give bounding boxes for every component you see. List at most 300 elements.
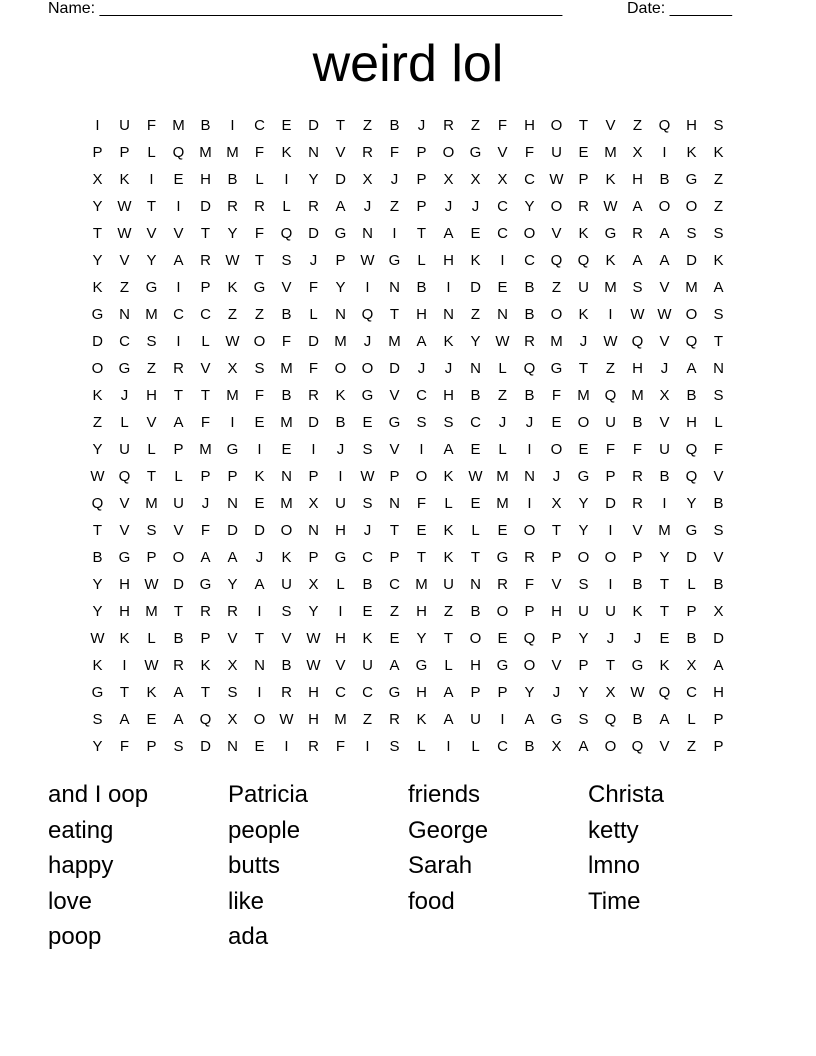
grid-letter: K xyxy=(119,171,130,188)
grid-letter: F xyxy=(497,117,508,134)
grid-letter: O xyxy=(253,333,266,350)
grid-letter: B xyxy=(200,117,211,134)
grid-letter: C xyxy=(254,117,265,134)
grid-letter: M xyxy=(388,333,401,350)
grid-letter: M xyxy=(172,117,185,134)
grid-letter: Q xyxy=(631,333,644,350)
grid-letter: B xyxy=(524,738,535,755)
grid-letter: B xyxy=(632,711,643,728)
grid-letter: I xyxy=(176,279,181,296)
grid-letter: J xyxy=(309,252,318,269)
grid-letter: H xyxy=(443,252,454,269)
grid-letter: Z xyxy=(551,279,562,296)
grid-letter: E xyxy=(362,603,373,620)
grid-letter: C xyxy=(362,549,373,566)
grid-letter: W xyxy=(657,306,672,323)
grid-letter: Q xyxy=(199,711,212,728)
grid-letter: D xyxy=(200,738,211,755)
grid-letter: N xyxy=(443,306,454,323)
grid-letter: Z xyxy=(389,603,400,620)
grid-letter: U xyxy=(605,603,616,620)
grid-letter: B xyxy=(281,657,292,674)
grid-letter: P xyxy=(200,630,211,647)
grid-letter: N xyxy=(470,360,481,377)
grid-letter: A xyxy=(335,198,346,215)
grid-letter: R xyxy=(443,117,454,134)
grid-letter: P xyxy=(551,549,562,566)
grid-letter: U xyxy=(605,414,616,431)
grid-letter: D xyxy=(254,522,265,539)
grid-letter: A xyxy=(443,441,454,458)
grid-letter: I xyxy=(608,306,613,323)
grid-letter: Y xyxy=(92,198,103,215)
grid-letter: V xyxy=(173,522,184,539)
grid-letter: B xyxy=(659,468,670,485)
grid-letter: B xyxy=(470,387,481,404)
name-field-label: Name: ____________________________________________________ xyxy=(48,0,563,17)
grid-letter: N xyxy=(308,522,319,539)
grid-letter: I xyxy=(149,171,154,188)
grid-letter: V xyxy=(551,225,562,242)
word-bank-item: Time xyxy=(588,887,641,915)
grid-letter: P xyxy=(578,171,589,188)
grid-row xyxy=(84,409,732,436)
grid-letter: J xyxy=(660,360,669,377)
grid-letter: S xyxy=(173,738,184,755)
grid-letter: L xyxy=(147,630,156,647)
grid-letter: N xyxy=(470,576,481,593)
grid-letter: I xyxy=(284,738,289,755)
grid-letter: Y xyxy=(92,738,103,755)
grid-letter: O xyxy=(658,198,671,215)
grid-letter: T xyxy=(578,360,589,377)
grid-letter: R xyxy=(173,657,184,674)
grid-letter: M xyxy=(496,495,509,512)
grid-letter: Y xyxy=(578,684,589,701)
grid-letter: T xyxy=(335,117,346,134)
grid-letter: B xyxy=(686,630,697,647)
grid-letter: H xyxy=(308,711,319,728)
grid-row xyxy=(84,598,732,625)
grid-letter: Y xyxy=(92,603,103,620)
grid-letter: I xyxy=(338,603,343,620)
grid-letter: C xyxy=(686,684,697,701)
grid-letter: S xyxy=(146,522,157,539)
grid-letter: K xyxy=(443,468,454,485)
grid-letter: U xyxy=(173,495,184,512)
grid-letter: B xyxy=(632,414,643,431)
word-bank-item: friends xyxy=(408,781,481,808)
grid-letter: M xyxy=(604,144,617,161)
grid-letter: G xyxy=(118,549,131,566)
grid-letter: P xyxy=(389,468,400,485)
grid-letter: H xyxy=(524,117,535,134)
grid-letter: I xyxy=(365,738,370,755)
grid-letter: T xyxy=(713,333,724,350)
grid-letter: Y xyxy=(308,603,319,620)
grid-letter: V xyxy=(632,522,643,539)
grid-letter: F xyxy=(146,117,157,134)
grid-row xyxy=(84,301,732,328)
grid-letter: N xyxy=(254,657,265,674)
grid-letter: J xyxy=(444,198,453,215)
grid-row xyxy=(84,328,732,355)
grid-letter: I xyxy=(608,522,613,539)
grid-letter: X xyxy=(686,657,697,674)
grid-letter: N xyxy=(119,306,130,323)
grid-letter: Q xyxy=(604,387,617,404)
grid-letter: W xyxy=(603,333,618,350)
grid-row xyxy=(84,733,732,760)
grid-letter: G xyxy=(118,360,131,377)
grid-row xyxy=(84,490,732,517)
grid-letter: K xyxy=(470,252,481,269)
grid-letter: S xyxy=(362,495,373,512)
grid-letter: U xyxy=(119,441,130,458)
grid-letter: K xyxy=(605,171,616,188)
grid-letter: B xyxy=(281,306,292,323)
grid-letter: K xyxy=(605,252,616,269)
grid-letter: Q xyxy=(631,738,644,755)
grid-letter: P xyxy=(497,684,508,701)
grid-letter: G xyxy=(388,414,401,431)
grid-letter: O xyxy=(550,441,563,458)
grid-letter: Q xyxy=(658,684,671,701)
grid-letter: V xyxy=(281,630,292,647)
grid-letter: E xyxy=(497,279,508,296)
grid-letter: C xyxy=(173,306,184,323)
grid-letter: Z xyxy=(389,198,400,215)
grid-letter: W xyxy=(306,630,321,647)
grid-letter: Z xyxy=(119,279,130,296)
grid-letter: L xyxy=(336,576,345,593)
grid-letter: A xyxy=(443,711,454,728)
grid-letter: O xyxy=(577,549,590,566)
grid-letter: Y xyxy=(146,252,157,269)
grid-letter: Z xyxy=(605,360,616,377)
grid-letter: I xyxy=(230,117,235,134)
grid-letter: W xyxy=(630,684,645,701)
word-bank-item xyxy=(408,919,588,955)
grid-letter: D xyxy=(470,279,481,296)
grid-letter: F xyxy=(308,360,319,377)
grid-letter: K xyxy=(443,522,454,539)
grid-letter: W xyxy=(90,630,105,647)
grid-letter: T xyxy=(119,684,130,701)
grid-letter: I xyxy=(122,657,127,674)
grid-letter: I xyxy=(446,738,451,755)
grid-letter: Q xyxy=(280,225,293,242)
grid-letter: L xyxy=(417,252,426,269)
grid-row xyxy=(84,355,732,382)
grid-letter: I xyxy=(608,576,613,593)
grid-letter: B xyxy=(416,279,427,296)
grid-letter: Y xyxy=(578,495,589,512)
grid-letter: H xyxy=(416,603,427,620)
grid-letter: M xyxy=(199,144,212,161)
word-bank-item: poop xyxy=(48,923,102,950)
grid-letter: L xyxy=(282,198,291,215)
grid-letter: G xyxy=(91,684,104,701)
grid-letter: J xyxy=(390,171,399,188)
grid-letter: P xyxy=(416,144,427,161)
grid-letter: S xyxy=(686,225,697,242)
grid-letter: H xyxy=(686,117,697,134)
grid-letter: P xyxy=(173,441,184,458)
grid-letter: Y xyxy=(92,441,103,458)
grid-letter: G xyxy=(685,171,698,188)
grid-letter: Q xyxy=(523,360,536,377)
grid-letter: J xyxy=(471,198,480,215)
grid-letter: G xyxy=(226,441,239,458)
grid-letter: Q xyxy=(550,252,563,269)
grid-letter: O xyxy=(334,360,347,377)
grid-letter: H xyxy=(416,306,427,323)
grid-letter: G xyxy=(577,468,590,485)
grid-letter: F xyxy=(416,495,427,512)
word-bank-item: Christa xyxy=(588,781,665,808)
grid-letter: F xyxy=(119,738,130,755)
grid-letter: H xyxy=(308,684,319,701)
grid-letter: K xyxy=(416,711,427,728)
grid-letter: K xyxy=(713,252,724,269)
grid-letter: J xyxy=(201,495,210,512)
grid-letter: B xyxy=(659,171,670,188)
grid-letter: I xyxy=(284,171,289,188)
grid-letter: V xyxy=(119,495,130,512)
grid-row xyxy=(84,706,732,733)
grid-letter: H xyxy=(146,387,157,404)
grid-letter: E xyxy=(470,441,481,458)
grid-letter: U xyxy=(335,495,346,512)
grid-letter: B xyxy=(632,576,643,593)
grid-letter: A xyxy=(578,738,589,755)
grid-letter: G xyxy=(253,279,266,296)
grid-letter: R xyxy=(227,198,238,215)
grid-letter: O xyxy=(523,522,536,539)
grid-letter: E xyxy=(416,522,427,539)
grid-letter: W xyxy=(630,306,645,323)
grid-letter: W xyxy=(468,468,483,485)
grid-letter: M xyxy=(145,306,158,323)
grid-letter: T xyxy=(443,630,454,647)
grid-letter: R xyxy=(200,603,211,620)
grid-letter: L xyxy=(255,171,264,188)
grid-letter: F xyxy=(254,225,265,242)
grid-letter: P xyxy=(713,711,724,728)
grid-row xyxy=(84,625,732,652)
grid-letter: K xyxy=(578,306,589,323)
grid-letter: V xyxy=(659,333,670,350)
grid-letter: Y xyxy=(470,333,481,350)
grid-letter: Y xyxy=(92,576,103,593)
grid-letter: E xyxy=(254,495,265,512)
grid-row xyxy=(84,166,732,193)
grid-letter: D xyxy=(308,333,319,350)
grid-letter: B xyxy=(686,387,697,404)
grid-letter: B xyxy=(470,603,481,620)
grid-letter: I xyxy=(500,252,505,269)
grid-letter: T xyxy=(389,306,400,323)
grid-letter: G xyxy=(685,522,698,539)
grid-letter: V xyxy=(119,522,130,539)
grid-letter: G xyxy=(91,306,104,323)
grid-letter: Z xyxy=(362,117,373,134)
grid-letter: H xyxy=(686,414,697,431)
grid-letter: H xyxy=(335,630,346,647)
grid-letter: E xyxy=(578,441,589,458)
grid-row xyxy=(84,247,732,274)
grid-letter: H xyxy=(632,171,643,188)
grid-letter: F xyxy=(713,441,724,458)
grid-letter: T xyxy=(146,468,157,485)
grid-letter: W xyxy=(306,657,321,674)
grid-letter: W xyxy=(117,225,132,242)
grid-letter: V xyxy=(713,468,724,485)
grid-letter: V xyxy=(146,414,157,431)
grid-letter: F xyxy=(551,387,562,404)
grid-letter: E xyxy=(551,414,562,431)
grid-letter: A xyxy=(632,252,643,269)
grid-letter: R xyxy=(632,468,643,485)
grid-letter: I xyxy=(257,603,262,620)
grid-letter: J xyxy=(417,360,426,377)
grid-letter: O xyxy=(577,414,590,431)
grid-letter: U xyxy=(470,711,481,728)
grid-letter: E xyxy=(578,144,589,161)
grid-letter: X xyxy=(227,360,238,377)
grid-letter: S xyxy=(92,711,103,728)
grid-letter: O xyxy=(361,360,374,377)
grid-letter: M xyxy=(280,495,293,512)
grid-letter: V xyxy=(551,576,562,593)
word-bank-item: food xyxy=(408,887,455,915)
grid-letter: Q xyxy=(685,468,698,485)
grid-letter: S xyxy=(389,738,400,755)
grid-letter: E xyxy=(281,441,292,458)
grid-letter: X xyxy=(659,387,670,404)
grid-letter: N xyxy=(227,738,238,755)
grid-letter: Q xyxy=(523,630,536,647)
grid-letter: O xyxy=(550,198,563,215)
grid-letter: O xyxy=(469,630,482,647)
grid-letter: H xyxy=(335,522,346,539)
grid-letter: U xyxy=(551,144,562,161)
grid-letter: W xyxy=(144,576,159,593)
grid-letter: L xyxy=(444,657,453,674)
grid-letter: T xyxy=(146,198,157,215)
grid-letter: K xyxy=(281,549,292,566)
grid-letter: Y xyxy=(686,495,697,512)
grid-letter: Y xyxy=(524,684,535,701)
grid-letter: A xyxy=(173,711,184,728)
grid-letter: I xyxy=(446,279,451,296)
grid-letter: W xyxy=(360,468,375,485)
grid-letter: I xyxy=(257,441,262,458)
grid-letter: Z xyxy=(92,414,103,431)
grid-letter: R xyxy=(362,144,373,161)
grid-letter: C xyxy=(389,576,400,593)
grid-letter: N xyxy=(308,144,319,161)
grid-letter: R xyxy=(308,738,319,755)
grid-letter: S xyxy=(254,360,265,377)
grid-letter: P xyxy=(389,549,400,566)
grid-letter: J xyxy=(363,522,372,539)
grid-letter: U xyxy=(281,576,292,593)
grid-letter: T xyxy=(173,603,184,620)
word-bank-item: lmno xyxy=(588,852,641,879)
grid-letter: T xyxy=(605,657,616,674)
grid-letter: Z xyxy=(254,306,265,323)
grid-letter: I xyxy=(311,441,316,458)
grid-letter: Z xyxy=(497,387,508,404)
grid-letter: U xyxy=(362,657,373,674)
grid-letter: F xyxy=(200,522,211,539)
grid-letter: G xyxy=(388,252,401,269)
word-bank-item: Sarah xyxy=(408,852,473,879)
grid-letter: K xyxy=(335,387,346,404)
grid-letter: Y xyxy=(416,630,427,647)
grid-row xyxy=(84,139,732,166)
grid-letter: Y xyxy=(227,576,238,593)
grid-letter: X xyxy=(227,711,238,728)
grid-letter: I xyxy=(365,279,370,296)
grid-letter: T xyxy=(200,684,211,701)
grid-letter: I xyxy=(95,117,100,134)
grid-letter: P xyxy=(200,279,211,296)
grid-letter: S xyxy=(416,414,427,431)
grid-row xyxy=(84,193,732,220)
grid-letter: M xyxy=(415,576,428,593)
grid-letter: M xyxy=(280,414,293,431)
grid-letter: P xyxy=(605,468,616,485)
grid-letter: Q xyxy=(685,333,698,350)
grid-letter: G xyxy=(145,279,158,296)
grid-letter: A xyxy=(659,252,670,269)
grid-letter: P xyxy=(308,468,319,485)
grid-letter: Z xyxy=(713,171,724,188)
grid-letter: Q xyxy=(604,711,617,728)
grid-letter: V xyxy=(335,657,346,674)
grid-letter: D xyxy=(173,576,184,593)
grid-letter: F xyxy=(605,441,616,458)
grid-letter: J xyxy=(606,630,615,647)
grid-letter: V xyxy=(713,549,724,566)
grid-letter: V xyxy=(659,414,670,431)
grid-letter: T xyxy=(173,387,184,404)
grid-letter: E xyxy=(173,171,184,188)
grid-letter: K xyxy=(659,657,670,674)
grid-letter: J xyxy=(444,360,453,377)
grid-letter: B xyxy=(524,306,535,323)
grid-letter: O xyxy=(280,522,293,539)
grid-letter: K xyxy=(227,279,238,296)
grid-letter: D xyxy=(389,360,400,377)
grid-letter: Y xyxy=(578,522,589,539)
grid-letter: Y xyxy=(308,171,319,188)
grid-letter: O xyxy=(550,306,563,323)
grid-letter: J xyxy=(579,333,588,350)
grid-letter: V xyxy=(551,657,562,674)
grid-letter: G xyxy=(388,684,401,701)
grid-letter: T xyxy=(200,387,211,404)
grid-letter: J xyxy=(417,117,426,134)
grid-row xyxy=(84,571,732,598)
grid-letter: G xyxy=(496,549,509,566)
grid-letter: E xyxy=(470,225,481,242)
grid-row xyxy=(84,436,732,463)
word-bank-item: like xyxy=(228,887,265,915)
